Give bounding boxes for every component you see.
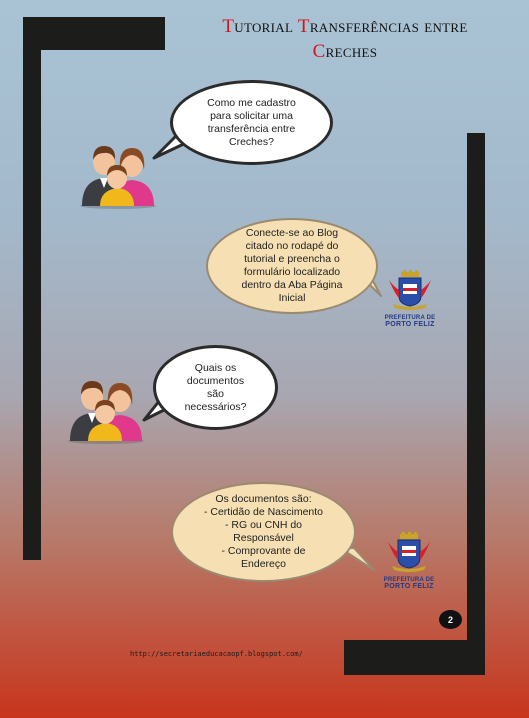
family-icon bbox=[66, 375, 148, 445]
question-text: Como me cadastro para solicitar uma transferência entre Creches? bbox=[207, 96, 296, 148]
footer-link[interactable]: http://secretariaeducacaopf.blogspot.com/ bbox=[130, 650, 303, 658]
coat-of-arms-icon bbox=[385, 270, 435, 310]
question-bubble bbox=[153, 345, 278, 430]
question-text: Quais os documentos são necessários? bbox=[184, 361, 247, 413]
prefeitura-logo: PREFEITURA DE PORTO FELIZ bbox=[377, 532, 441, 590]
question-bubble bbox=[170, 80, 333, 165]
coat-of-arms-icon bbox=[384, 532, 434, 572]
page-number: 2 bbox=[439, 610, 462, 629]
answer-bubble bbox=[206, 218, 378, 314]
frame-left-bar bbox=[23, 17, 41, 560]
prefeitura-logo: PREFEITURA DE PORTO FELIZ bbox=[378, 270, 442, 328]
answer-text: Conecte-se ao Blog citado no rodapé do tutorial e preencha o formulário localizado dentro da Aba Página Inicial bbox=[241, 227, 343, 304]
frame-right-bar bbox=[467, 133, 485, 675]
answer-bubble bbox=[171, 482, 356, 582]
page-title: Tutorial Transferências entre Creches bbox=[222, 16, 468, 62]
family-icon bbox=[78, 140, 160, 210]
answer-text: Os documentos são: - Certidão de Nascimento - RG ou CNH do Responsável - Comprovante de Endereço bbox=[203, 493, 324, 570]
frame-top-bar bbox=[23, 17, 165, 50]
frame-bottom-bar bbox=[344, 640, 485, 675]
